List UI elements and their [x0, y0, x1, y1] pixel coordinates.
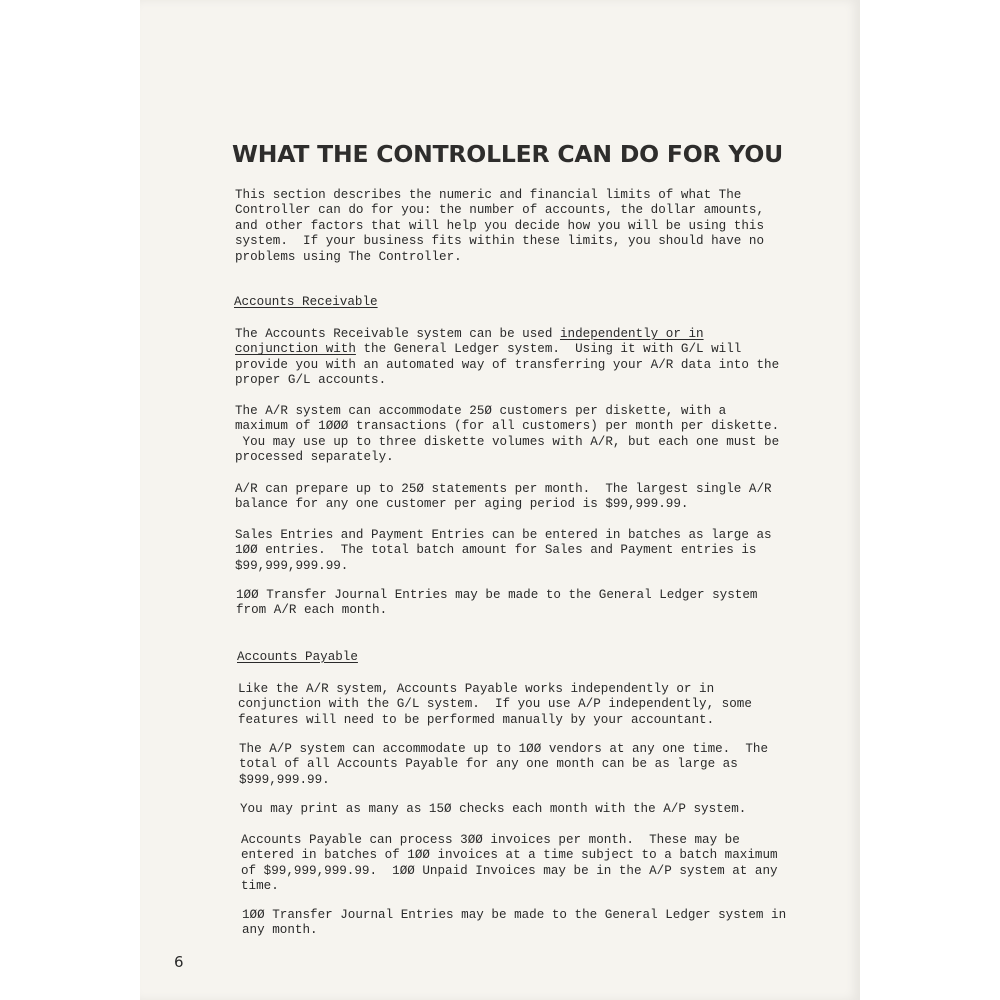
ap-paragraph-5: 1ØØ Transfer Journal Entries may be made to the General Ledger system in any month. — [242, 908, 787, 938]
ar-paragraph-2: The A/R system can accommodate 25Ø customers per diskette, with a maximum of 1ØØØ transactions (for all customers) per month per diskette. You may use up to three diskette volumes with A/R, but each one must be processed separately. — [235, 404, 780, 465]
ar-p1-rest: the General Ledger system. Using it with G/L will provide you with an automated way of transferring your A/R data into the proper G/L accounts. — [235, 342, 780, 388]
page-title: WHAT THE CONTROLLER CAN DO FOR YOU — [232, 140, 784, 168]
ar-paragraph-5: 1ØØ Transfer Journal Entries may be made to the General Ledger system from A/R each month. — [236, 588, 758, 618]
ar-paragraph-4: Sales Entries and Payment Entries can be entered in batches as large as 1ØØ entries. The total batch amount for Sales and Payment entries is $99,999,999.99. — [235, 528, 772, 573]
ap-paragraph-1: Like the A/R system, Accounts Payable works independently or in conjunction with the G/L system. If you use A/P independently, some features will need to be performed manually by your accountant. — [238, 682, 752, 727]
ar-paragraph-3: A/R can prepare up to 25Ø statements per month. The largest single A/R balance for any one customer per aging period is $99,999.99. — [235, 482, 772, 512]
ar-p1-emphasis-1: independently or in — [559, 327, 704, 341]
document-page — [140, 0, 860, 1000]
ar-p1-lead: The Accounts Receivable system can be used — [235, 327, 560, 341]
ap-paragraph-2: The A/P system can accommodate up to 1ØØ vendors at any one time. The total of all Accounts Payable for any one month can be as large as $999,999.99. — [239, 742, 769, 787]
ap-paragraph-4: Accounts Payable can process 3ØØ invoices per month. These may be entered in batches of 1ØØ invoices at a time subject to a batch maximum of $99,999,999.99. 1ØØ Unpaid Invoices may be in the A/P system at any time. — [241, 833, 778, 894]
ar-p1-emphasis-2: conjunction with — [235, 342, 356, 357]
ar-paragraph-1 — [235, 327, 779, 389]
section-heading-accounts-receivable: Accounts Receivable — [234, 295, 378, 309]
section-heading-accounts-payable: Accounts Payable — [237, 650, 358, 664]
ap-paragraph-3: You may print as many as 15Ø checks each month with the A/P system. — [240, 802, 747, 816]
intro-paragraph: This section describes the numeric and financial limits of what The Controller can do for you: the number of accounts, the dollar amounts, and other factors that will help you decide how you will be using this system. If your business fits within these limits, you should have no problems using The Controller. — [235, 188, 765, 264]
bleed-through-shadow — [760, 140, 860, 340]
page-number: 6 — [174, 953, 184, 971]
